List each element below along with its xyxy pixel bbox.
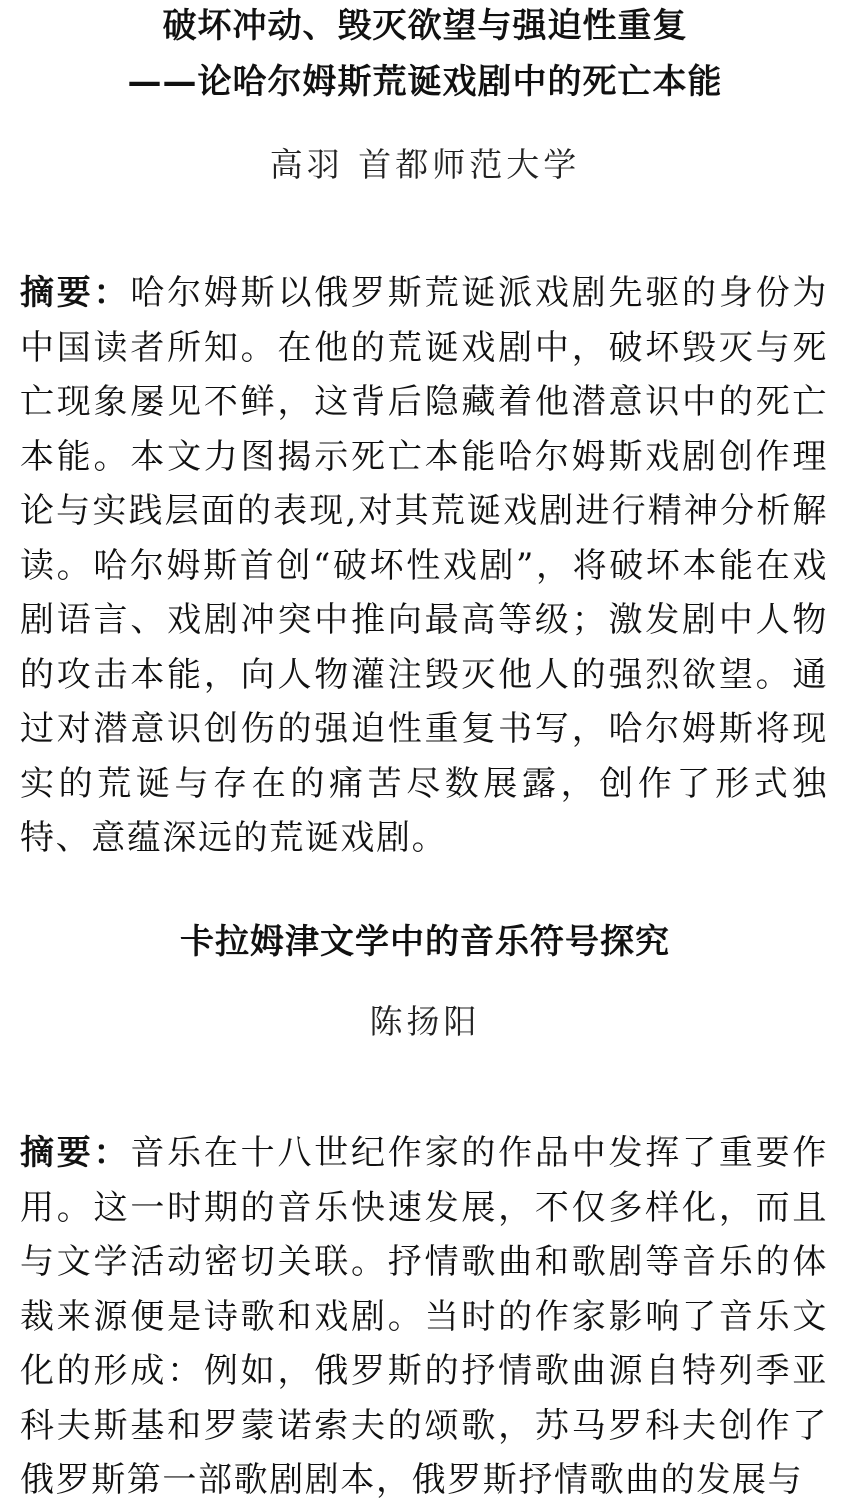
paper2-abstract-label: 摘要： <box>20 1133 131 1173</box>
paper2-title: 卡拉姆津文学中的音乐符号探究 <box>180 922 670 962</box>
paper1-title-line2: ——论哈尔姆斯荒诞戏剧中的死亡本能 <box>127 62 723 102</box>
paper1-abstract <box>20 266 828 866</box>
paper1-abstract-label: 摘要： <box>20 273 131 313</box>
paper1-title-line1: 破坏冲动、毁灭欲望与强迫性重复 <box>162 6 688 46</box>
paper2-abstract-text: 音乐在十八世纪作家的作品中发挥了重要作用。这一时期的音乐快速发展，不仅多样化，而且与文学活动密切关联。抒情歌曲和歌剧等音乐的体裁来源便是诗歌和戏剧。当时的作家影响了音乐文化的形成：例如，俄罗斯的抒情歌曲源自特列季亚科夫斯基和罗蒙诺索夫的颂歌，苏马罗科夫创作了俄罗斯第一部歌剧剧本，俄罗斯抒情歌曲的发展与 <box>20 1133 828 1500</box>
paper1-abstract-text: 哈尔姆斯以俄罗斯荒诞派戏剧先驱的身份为中国读者所知。在他的荒诞戏剧中，破坏毁灭与死亡现象屡见不鲜，这背后隐藏着他潜意识中的死亡本能。本文力图揭示死亡本能哈尔姆斯戏剧创作理论与实践层面的表现,对其荒诞戏剧进行精神分析解读。哈尔姆斯首创“破坏性戏剧”，将破坏本能在戏剧语言、戏剧冲突中推向最高等级；激发剧中人物的攻击本能，向人物灌注毁灭他人的强烈欲望。通过对潜意识创伤的强迫性重复书写，哈尔姆斯将现实的荒诞与存在的痛苦尽数展露，创作了形式独特、意蕴深远的荒诞戏剧。 <box>20 273 828 858</box>
paper1-author: 高羽 首都师范大学 <box>269 145 581 184</box>
paper2-author: 陈扬阳 <box>369 1002 481 1041</box>
paper2-abstract <box>20 1126 828 1508</box>
